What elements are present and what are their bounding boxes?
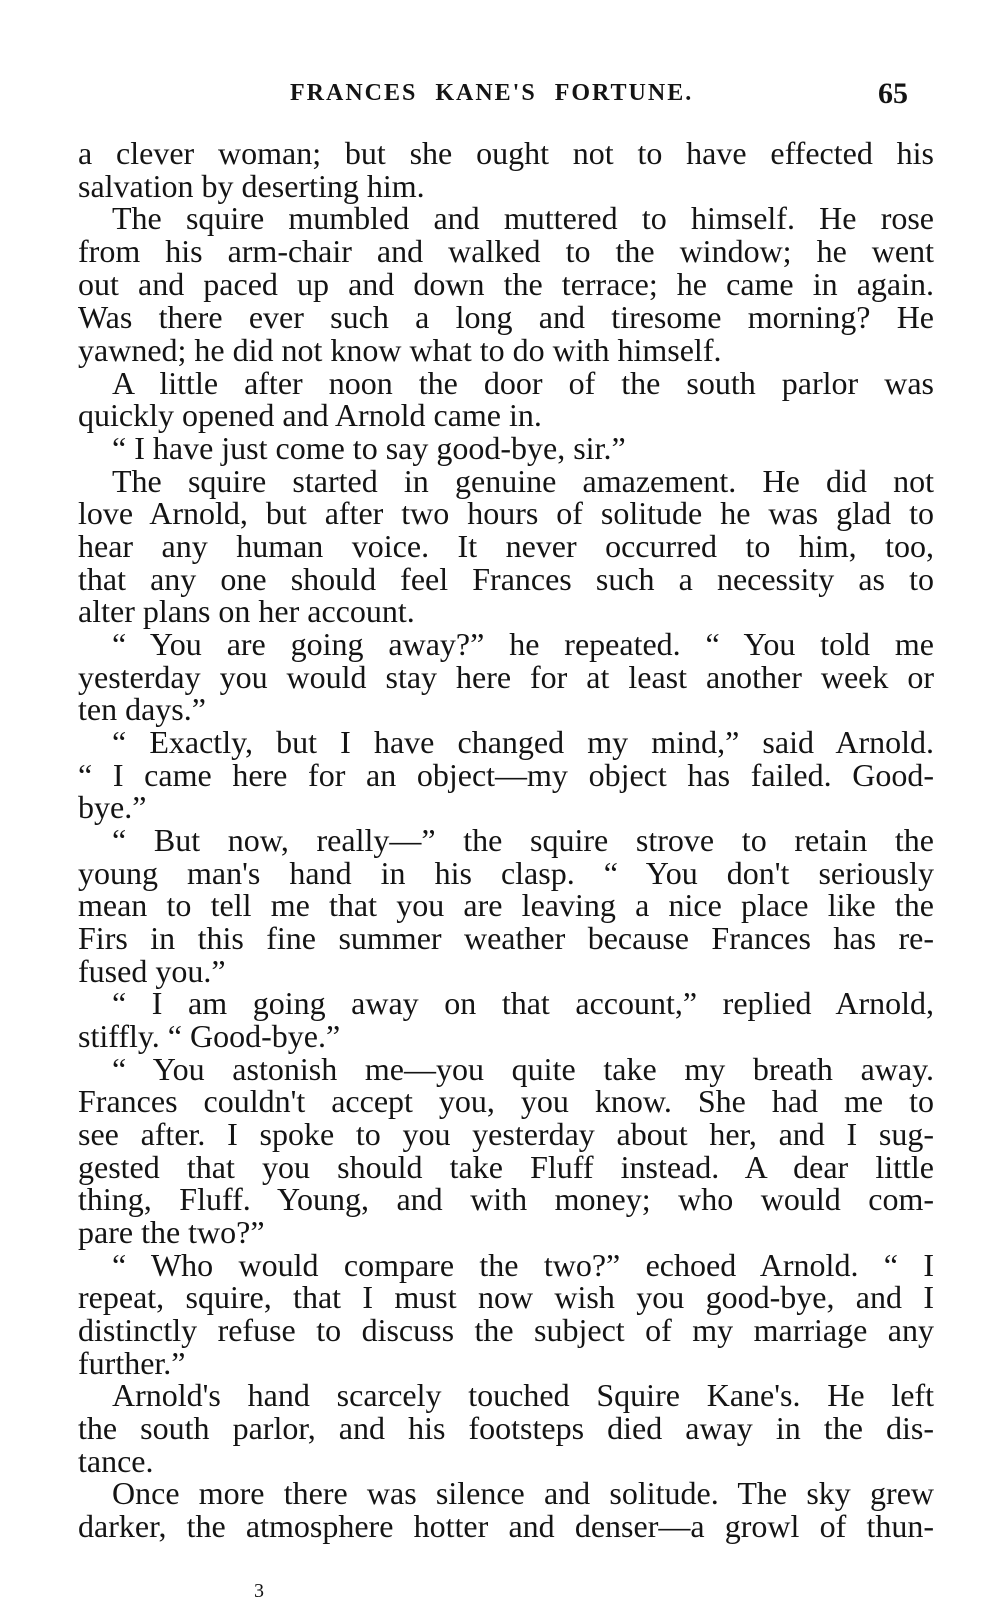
text-line: thing, Fluff. Young, and with money; who would com- — [78, 1181, 934, 1217]
text-line: Firs in this fine summer weather because Frances has re- — [78, 920, 934, 956]
text-line: ten days.” — [78, 691, 206, 727]
running-title: FRANCES KANE'S FORTUNE. — [290, 80, 694, 106]
text-line: The squire started in genuine amazement. He did not — [112, 463, 934, 499]
text-line: Frances couldn't accept you, you know. She had me to — [78, 1083, 934, 1119]
text-line: “ I came here for an object—my object has failed. Good- — [78, 757, 934, 793]
text-line: yesterday you would stay here for at least another week or — [78, 659, 934, 695]
text-line: out and paced up and down the terrace; he came in again. — [78, 266, 934, 302]
text-line: quickly opened and Arnold came in. — [78, 397, 542, 433]
text-line: darker, the atmosphere hotter and denser—a growl of thun- — [78, 1508, 934, 1544]
text-line: distinctly refuse to discuss the subject of my marriage any — [78, 1312, 934, 1348]
text-line: stiffly. “ Good-bye.” — [78, 1018, 341, 1054]
text-line: tance. — [78, 1443, 154, 1479]
text-line: young man's hand in his clasp. “ You don't seriously — [78, 855, 934, 891]
text-line: further.” — [78, 1345, 186, 1381]
text-line: “ You are going away?” he repeated. “ You told me — [112, 626, 934, 662]
text-line: alter plans on her account. — [78, 593, 415, 629]
text-line: salvation by deserting him. — [78, 168, 425, 204]
text-line: “ Who would compare the two?” echoed Arnold. “ I — [112, 1247, 934, 1283]
text-line: the south parlor, and his footsteps died away in the dis- — [78, 1410, 934, 1446]
text-line: Was there ever such a long and tiresome morning? He — [78, 299, 934, 335]
text-line: yawned; he did not know what to do with himself. — [78, 332, 722, 368]
text-line: mean to tell me that you are leaving a nice place like the — [78, 887, 934, 923]
text-line: “ But now, really—” the squire strove to retain the — [112, 822, 934, 858]
text-line: repeat, squire, that I must now wish you good-bye, and I — [78, 1279, 934, 1315]
text-line: “ You astonish me—you quite take my breath away. — [112, 1051, 934, 1087]
text-line: Once more there was silence and solitude. The sky grew — [112, 1475, 934, 1511]
text-line: love Arnold, but after two hours of solitude he was glad to — [78, 495, 934, 531]
text-line: “ Exactly, but I have changed my mind,” said Arnold. — [112, 724, 934, 760]
text-line: The squire mumbled and muttered to himself. He rose — [112, 200, 934, 236]
text-line: a clever woman; but she ought not to have effected his — [78, 135, 934, 171]
text-line: fused you.” — [78, 953, 226, 989]
text-line: that any one should feel Frances such a necessity as to — [78, 561, 934, 597]
text-line: from his arm-chair and walked to the window; he went — [78, 233, 934, 269]
text-line: pare the two?” — [78, 1214, 265, 1250]
text-line: “ I am going away on that account,” replied Arnold, — [112, 985, 934, 1021]
signature-mark: 3 — [254, 1580, 264, 1602]
text-line: “ I have just come to say good-bye, sir.” — [112, 430, 626, 466]
text-line: gested that you should take Fluff instead. A dear little — [78, 1149, 934, 1185]
text-line: see after. I spoke to you yesterday about her, and I sug- — [78, 1116, 934, 1152]
text-line: A little after noon the door of the south parlor was — [112, 365, 934, 401]
page-number: 65 — [878, 77, 908, 110]
text-line: hear any human voice. It never occurred to him, too, — [78, 528, 934, 564]
text-line: bye.” — [78, 789, 147, 825]
text-line: Arnold's hand scarcely touched Squire Kane's. He left — [112, 1377, 934, 1413]
